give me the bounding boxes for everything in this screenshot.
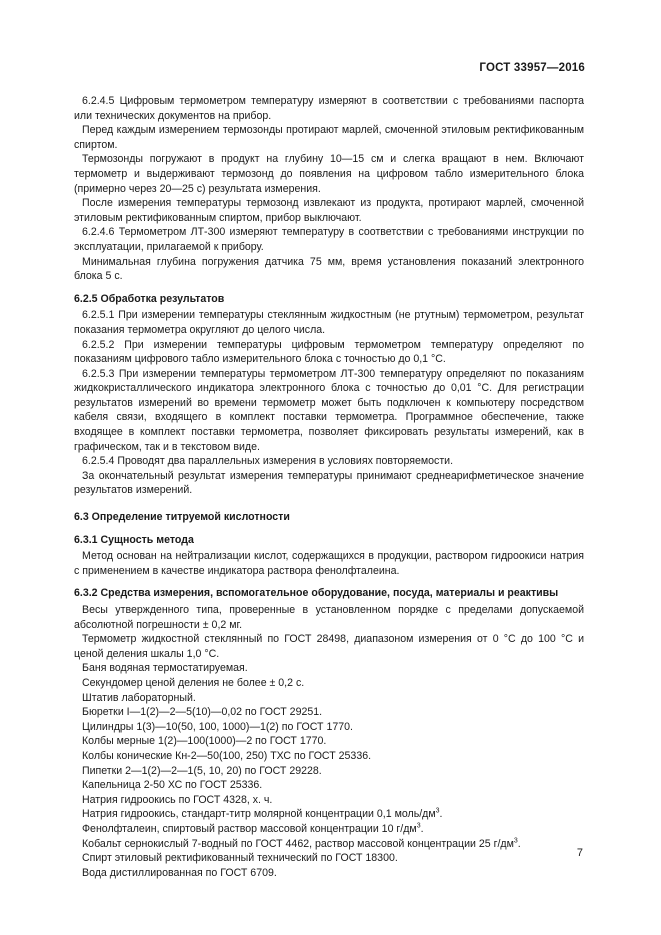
- paragraph: Минимальная глубина погружения датчика 75 мм, время установления показаний электронного блока 5 с.: [74, 255, 584, 283]
- paragraph: Весы утвержденного типа, проверенные в установленном порядке с пределами допускаемой абсолютной погрешности ± 0,2 мг.: [74, 604, 584, 631]
- list-item: Штатив лабораторный.: [82, 691, 196, 704]
- list-item: Секундомер ценой деления не более ± 0,2 с.: [82, 676, 305, 689]
- list-item: Вода дистиллированная по ГОСТ 6709.: [82, 866, 277, 879]
- list-item: Цилиндры 1(3)—10(50, 100, 1000)—1(2) по ГОСТ 1770.: [82, 720, 353, 733]
- paragraph: 6.2.4.6 Термометром ЛТ-300 измеряют температуру в соответствии с требованиями инструкции по эксплуатации, прилагаемой к прибору.: [74, 226, 584, 253]
- paragraph: 6.2.5.2 При измерении температуры цифровым термометром температуру определяют по показаниям цифрового табло измерительного блока с точностью до 0,1 °С.: [74, 338, 584, 366]
- paragraph: Термозонды погружают в продукт на глубину 10—15 см и слегка вращают в нем. Включают термометр и выдерживают термозонд до появления на цифровом табло измерительного блока (примерно через 20—25 с) результата измерения.: [74, 153, 584, 195]
- paragraph: 6.2.4.5 Цифровым термометром температуру измеряют в соответствии с требованиями паспорта или технических документов на прибор.: [74, 95, 584, 122]
- document-header: ГОСТ 33957—2016: [479, 62, 585, 74]
- list-item: Пипетки 2—1(2)—2—1(5, 10, 20) по ГОСТ 29228.: [82, 764, 322, 777]
- document-body: [74, 94, 584, 880]
- section-heading: 6.3.2 Средства измерения, вспомогательное оборудование, посуда, материалы и реактивы: [74, 587, 559, 600]
- paragraph: Метод основан на нейтрализации кислот, содержащихся в продукции, раствором гидроокиси натрия с применением в качестве индикатора раствора фенолфталеина.: [74, 550, 584, 577]
- list-item: Фенолфталеин, спиртовый раствор массовой концентрации 10 $г/дм^3$.: [82, 822, 424, 835]
- list-item: Баня водяная термостатируемая.: [82, 662, 248, 675]
- list-item: Натрия гидроокись, стандарт-титр молярной концентрации 0,1 моль/$дм^3$.: [82, 807, 443, 821]
- list-item: Бюретки I—1(2)—2—5(10)—0,02 по ГОСТ 29251.: [82, 706, 323, 719]
- paragraph: 6.2.5.3 При измерении температуры термометром ЛТ-300 температуру определяют по показаниям жидкокристаллического индикатора электронного блока с точностью до 0,01 °С. Для регистрации результатов измерений во времени термометр может быть подключен к компьютеру посредством кабеля связи, входящего в комплект поставки термометра. Программное обеспечение, также входящее в комплект поставки термометра, позволяет фиксировать результаты измерений, как в графическом, так и в текстовом виде.: [74, 367, 584, 453]
- section-heading: 6.3 Определение титруемой кислотности: [74, 511, 290, 524]
- section-heading: 6.2.5 Обработка результатов: [74, 292, 225, 305]
- paragraph: За окончательный результат измерения температуры принимают среднеарифметическое значение результатов измерений.: [74, 469, 584, 497]
- page-number: 7: [576, 847, 583, 859]
- paragraph: 6.2.5.4 Проводят два параллельных измерения в условиях повторяемости.: [82, 455, 454, 468]
- list-item: Капельница 2-50 ХС по ГОСТ 25336.: [82, 779, 263, 792]
- paragraph: После измерения температуры термозонд извлекают из продукта, протирают марлей, смоченной этиловым ректификованным спиртом, прибор выключают.: [74, 197, 584, 224]
- list-item: Кобальт сернокислый 7-водный по ГОСТ 4462, раствор массовой концентрации 25 $г/дм^3$.: [82, 836, 521, 850]
- paragraph: 6.2.5.1 При измерении температуры стеклянным жидкостным (не ртутным) термометром, результат показания термометра округляют до целого числа.: [74, 309, 584, 336]
- paragraph: Термометр жидкостной стеклянный по ГОСТ 28498, диапазоном измерения от 0 °С до 100 °С и ценой деления шкалы 1,0 °С.: [74, 633, 584, 660]
- list-item: Спирт этиловый ректификованный технический по ГОСТ 18300.: [82, 852, 398, 865]
- list-item: Натрия гидроокись по ГОСТ 4328, х. ч.: [82, 793, 273, 806]
- section-heading: 6.3.1 Сущность метода: [74, 533, 194, 546]
- equipment-list: [74, 661, 584, 880]
- paragraph: Перед каждым измерением термозонды протирают марлей, смоченной этиловым ректификованным спиртом.: [74, 124, 584, 151]
- list-item: Колбы мерные 1(2)—100(1000)—2 по ГОСТ 1770.: [82, 735, 327, 748]
- list-item: Колбы конические Кн-2—50(100, 250) ТХС по ГОСТ 25336.: [82, 749, 372, 762]
